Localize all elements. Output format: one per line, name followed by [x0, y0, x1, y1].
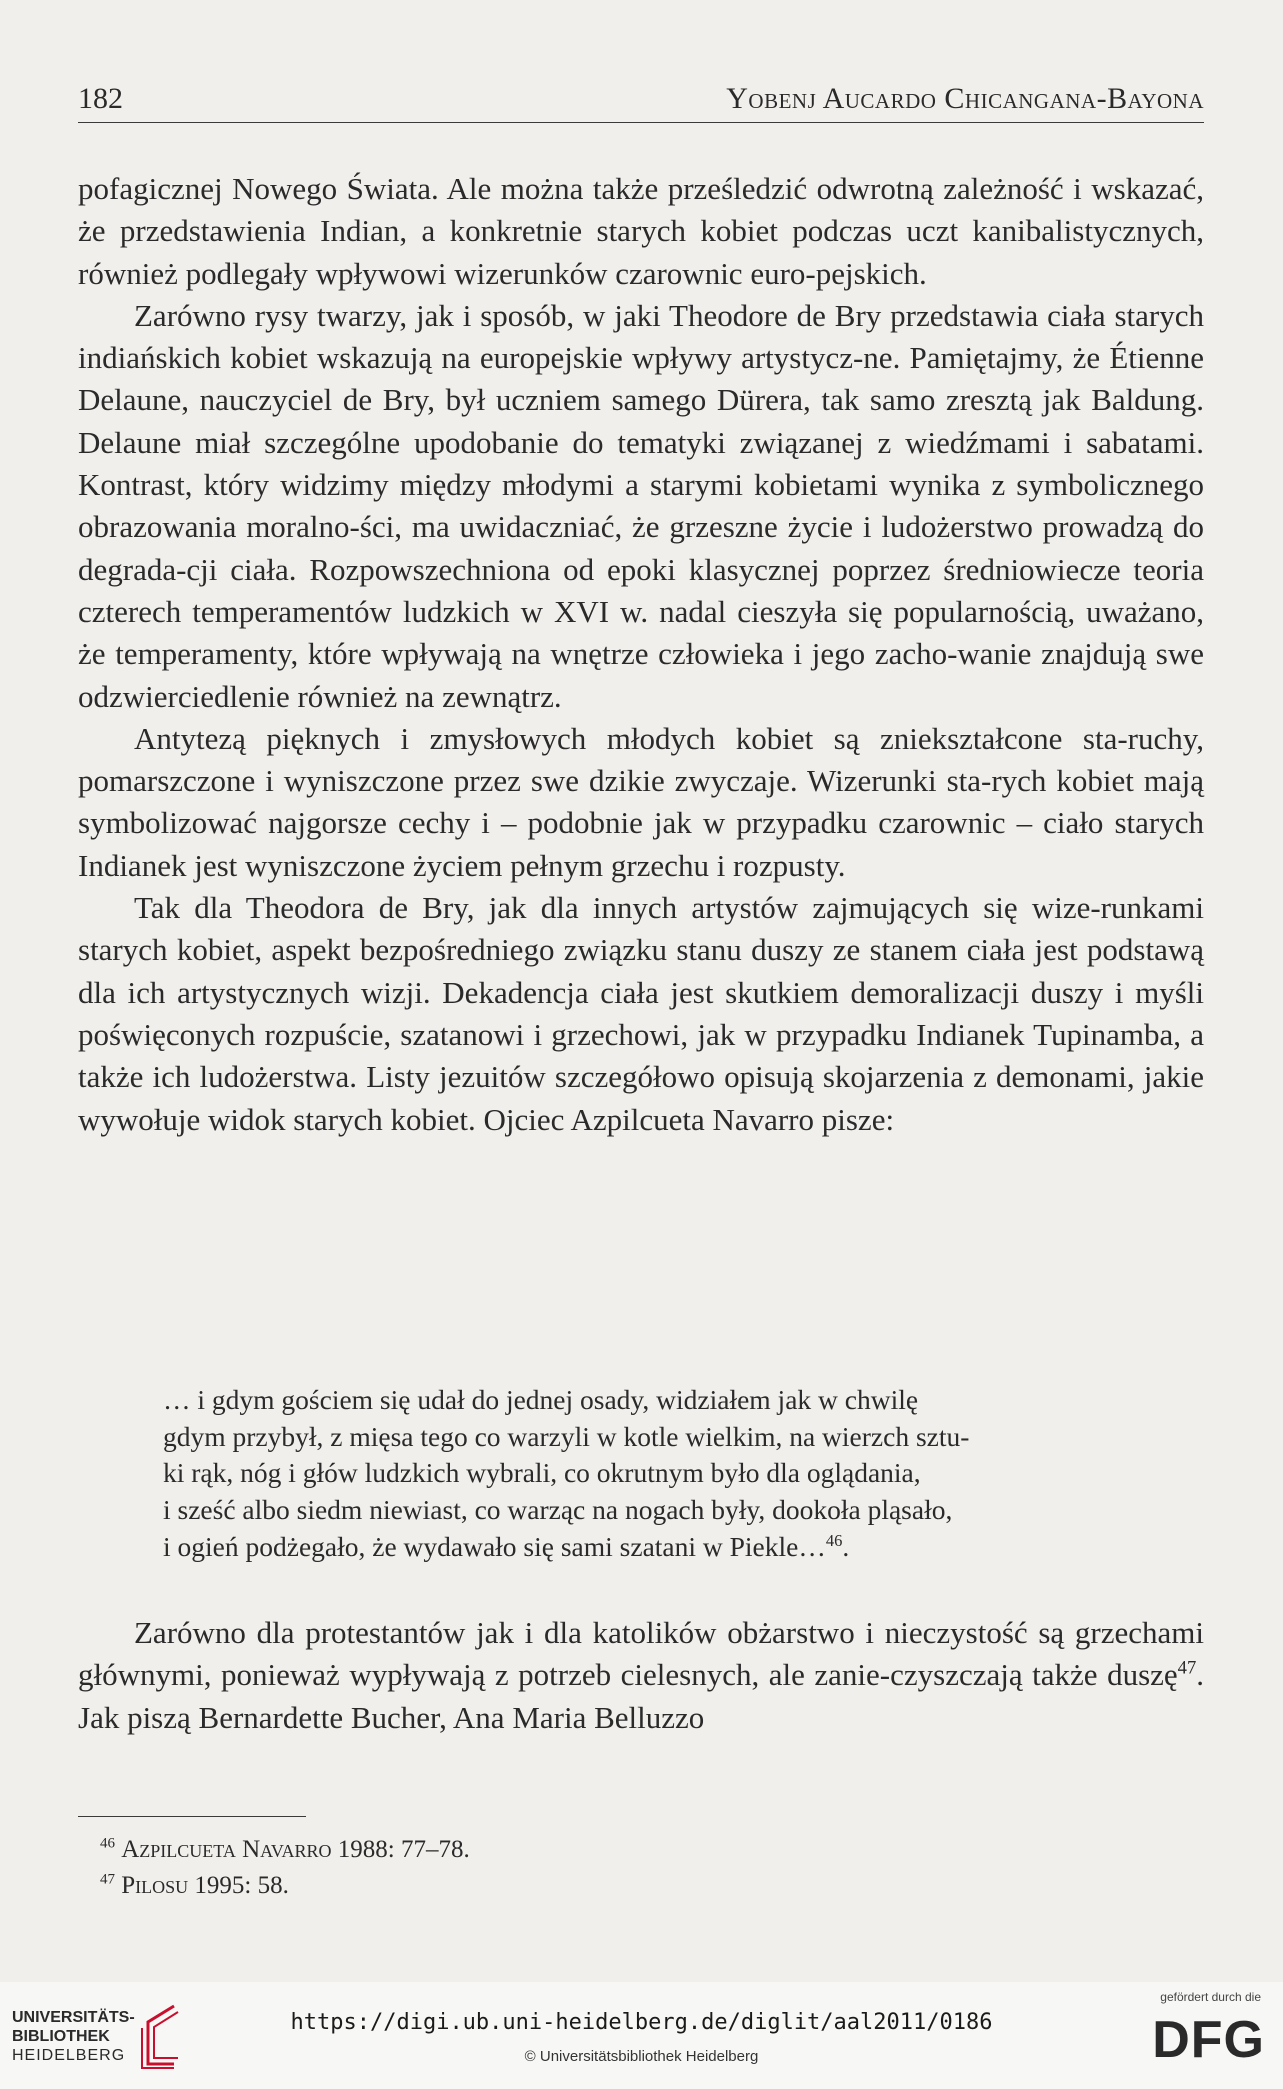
footnote-author: Azpilcueta Navarro	[121, 1836, 332, 1863]
footnote-divider	[78, 1816, 306, 1817]
paragraph-5-text-a: Zarówno dla protestantów jak i dla katolików obżarstwo i nieczystość są grzechami głównymi, ponieważ wypływają z potrzeb cielesnych, ale zanie-czyszczają także duszę	[78, 1615, 1204, 1693]
footnote-number: 47	[100, 1871, 115, 1888]
paragraph-3: Antytezą pięknych i zmysłowych młodych kobiet są zniekształcone sta-ruchy, pomarszczone i wyniszczone przez swe dzikie zwyczaje. Wizerunki sta-rych kobiet mają symbolizować najgorsze cechy i – podobnie jak w przypadku czarownic – ciało starych Indianek jest wyniszczone życiem pełnym grzechu i rozpusty.	[78, 720, 1204, 883]
paragraph-5	[78, 1612, 1204, 1739]
footnote-ref: 1995: 58.	[188, 1872, 289, 1899]
footnote-ref-46[interactable]: 46	[825, 1530, 843, 1550]
page-number: 182	[78, 82, 123, 115]
library-name-line2: BIBLIOTHEK	[12, 2028, 110, 2045]
quote-line: … i gdym gościem się udał do jednej osady, widziałem jak w chwilę	[163, 1384, 919, 1415]
quote-line-text: i ogień podżegało, że wydawało się sami szatani w Piekle…	[163, 1530, 826, 1562]
quote-tail: .	[842, 1530, 850, 1562]
footnote-47	[100, 1868, 470, 1904]
permalink-url[interactable]: https://digi.ub.uni-heidelberg.de/diglit/aal2011/0186	[290, 2010, 993, 2035]
running-header-author: Yobenj Aucardo Chicangana-Bayona	[726, 82, 1204, 115]
footnote-46	[100, 1832, 470, 1868]
paragraph-2: Zarówno rysy twarzy, jak i sposób, w jaki Theodore de Bry przedstawia ciała starych indiańskich kobiet wskazują na europejskie wpływy artystycz-ne. Pamiętajmy, że Étienne Delaune, nauczyciel de Bry, był uczniem samego Dürera, tak samo zresztą jak Baldung. Delaune miał szczególne upodobanie do tematyki związanej z wiedźmami i sabatami. Kontrast, który widzimy między młodymi a starymi kobietami wynika z symbolicznego obrazowania moralno-ści, ma uwidaczniać, że grzeszne życie i ludożerstwo prowadzą do degrada-cji ciała. Rozpowszechniona od epoki klasycznej poprzez średniowiecze teoria czterech temperamentów ludzkich w XVI w. nadal cieszyła się popularnością, uważano, że temperamenty, które wpływają na wnętrze człowieka i jego zacho-wanie znajdują swe odzwierciedlenie również na zewnątrz.	[78, 297, 1204, 714]
main-text	[78, 168, 1204, 1141]
paragraph-5-text-b: . Jak piszą Bernardette Bucher, Ana Maria Belluzzo	[78, 1657, 1204, 1735]
footnote-number: 46	[100, 1835, 115, 1852]
copyright-notice: © Universitätsbibliothek Heidelberg	[524, 2048, 759, 2065]
running-header	[78, 78, 1204, 123]
quote-line-last	[163, 1529, 1103, 1566]
main-text-continued	[78, 1612, 1204, 1739]
footnotes	[100, 1832, 470, 1904]
footnote-ref-47[interactable]: 47	[1177, 1657, 1197, 1679]
footnote-author: Pilosu	[121, 1872, 189, 1899]
block-quote	[163, 1382, 1103, 1566]
quote-line: i sześć albo siedm niewiast, co warząc na nogach były, dookoła pląsało,	[163, 1494, 953, 1526]
funding-note: gefördert durch die	[1160, 1990, 1261, 2004]
library-name-line3: HEIDELBERG	[12, 2047, 126, 2064]
paragraph-1: pofagicznej Nowego Świata. Ale można także prześledzić odwrotną zależność i wskazać, że przedstawienia Indian, a konkretnie starych kobiet podczas uczt kanibalistycznych, również podlegały wpływowi wizerunków czarownic euro-pejskich.	[78, 171, 1204, 291]
quote-line: ki rąk, nóg i głów ludzkich wybrali, co okrutnym było dla oglądania,	[163, 1457, 921, 1489]
paragraph-4: Tak dla Theodora de Bry, jak dla innych artystów zajmujących się wize-runkami starych kobiet, aspekt bezpośredniego związku stanu duszy ze stanem ciała jest podstawą dla ich artystycznych wizji. Dekadencja ciała jest skutkiem demoralizacji duszy i myśli poświęconych rozpuście, szatanowi i grzechowi, jak w przypadku Indianek Tupinamba, a także ich ludożerstwa. Listy jezuitów szczegółowo opisują skojarzenia z demonami, jakie wywołuje widok starych kobiet. Ojciec Azpilcueta Navarro pisze:	[78, 890, 1204, 1137]
digitization-footer	[0, 1982, 1283, 2089]
dfg-logo: DFG	[1152, 2011, 1265, 2069]
library-name-line1: UNIVERSITÄTS-	[12, 2009, 135, 2026]
footnote-ref: 1988: 77–78.	[331, 1836, 470, 1863]
quote-line: gdym przybył, z mięsa tego co warzyli w kotle wielkim, na wierzch sztu-	[163, 1420, 970, 1452]
